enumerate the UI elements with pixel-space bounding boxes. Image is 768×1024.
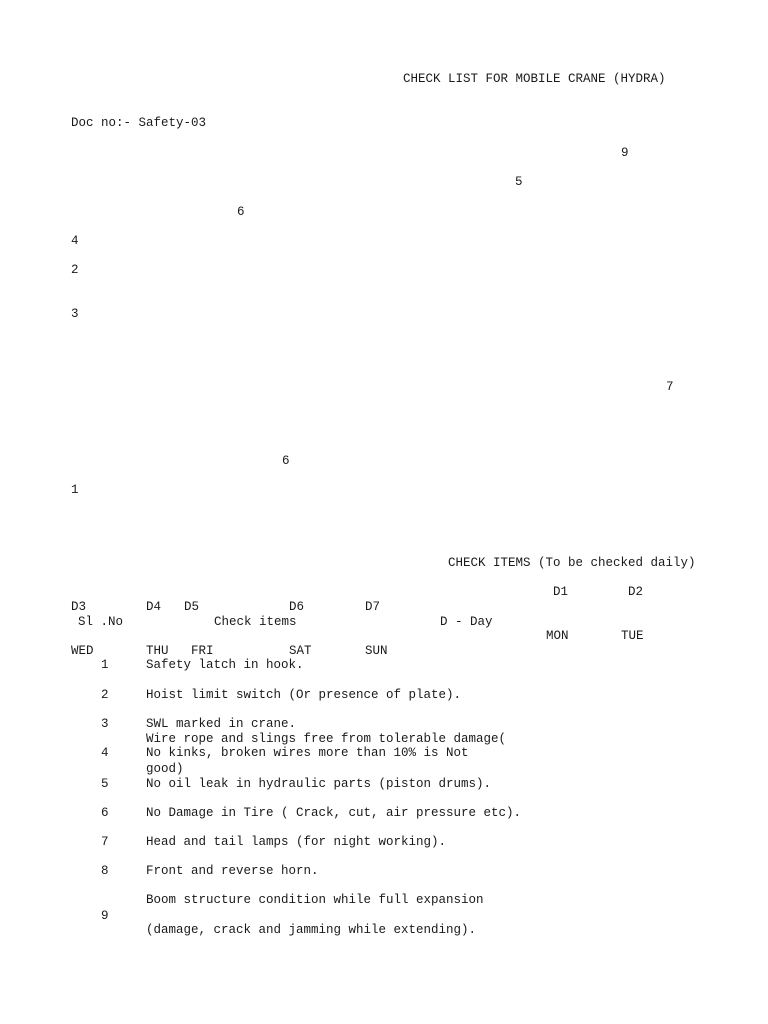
stray-number: 4 bbox=[71, 234, 79, 248]
day-name: WED bbox=[71, 644, 94, 658]
day-code: D7 bbox=[365, 600, 381, 614]
day-code: D4 bbox=[146, 600, 162, 614]
document-title: CHECK LIST FOR MOBILE CRANE (HYDRA) bbox=[403, 72, 666, 86]
item-text: No oil leak in hydraulic parts (piston drums). bbox=[146, 777, 492, 791]
item-sl-no: 5 bbox=[101, 777, 109, 791]
item-text: No kinks, broken wires more than 10% is Not bbox=[146, 746, 469, 760]
item-sl-no: 7 bbox=[101, 835, 109, 849]
day-code: D2 bbox=[628, 585, 644, 599]
item-sl-no: 6 bbox=[101, 806, 109, 820]
item-sl-no: 4 bbox=[101, 746, 109, 760]
item-text: Head and tail lamps (for night working). bbox=[146, 835, 447, 849]
stray-number: 9 bbox=[621, 146, 629, 160]
item-sl-no: 8 bbox=[101, 864, 109, 878]
day-name: MON bbox=[546, 629, 569, 643]
item-text: SWL marked in crane. bbox=[146, 717, 297, 731]
item-text: Hoist limit switch (Or presence of plate). bbox=[146, 688, 462, 702]
day-name: FRI bbox=[191, 644, 214, 658]
item-text: Boom structure condition while full expansion bbox=[146, 893, 484, 907]
header-check-items: Check items bbox=[214, 615, 297, 629]
stray-number: 6 bbox=[237, 205, 245, 219]
stray-number: 7 bbox=[666, 380, 674, 394]
item-sl-no: 3 bbox=[101, 717, 109, 731]
check-items-heading: CHECK ITEMS (To be checked daily) bbox=[448, 556, 696, 570]
day-name: TUE bbox=[621, 629, 644, 643]
stray-number: 3 bbox=[71, 307, 79, 321]
day-name: SUN bbox=[365, 644, 388, 658]
stray-number: 2 bbox=[71, 263, 79, 277]
item-sl-no: 9 bbox=[101, 909, 109, 923]
item-sl-no: 1 bbox=[101, 658, 109, 672]
stray-number: 1 bbox=[71, 483, 79, 497]
stray-number: 6 bbox=[282, 454, 290, 468]
item-text: Front and reverse horn. bbox=[146, 864, 319, 878]
item-sl-no: 2 bbox=[101, 688, 109, 702]
item-text: Wire rope and slings free from tolerable damage( bbox=[146, 732, 507, 746]
item-text: (damage, crack and jamming while extending). bbox=[146, 923, 477, 937]
header-d-day: D - Day bbox=[440, 615, 493, 629]
header-sl-no: Sl .No bbox=[78, 615, 124, 629]
item-text: Safety latch in hook. bbox=[146, 658, 304, 672]
doc-number: Doc no:- Safety-03 bbox=[71, 116, 207, 130]
day-code: D6 bbox=[289, 600, 305, 614]
item-text: No Damage in Tire ( Crack, cut, air pressure etc). bbox=[146, 806, 522, 820]
day-name: THU bbox=[146, 644, 169, 658]
day-name: SAT bbox=[289, 644, 312, 658]
stray-number: 5 bbox=[515, 175, 523, 189]
day-code: D5 bbox=[184, 600, 200, 614]
day-code: D3 bbox=[71, 600, 87, 614]
day-code: D1 bbox=[553, 585, 569, 599]
item-text: good) bbox=[146, 762, 184, 776]
